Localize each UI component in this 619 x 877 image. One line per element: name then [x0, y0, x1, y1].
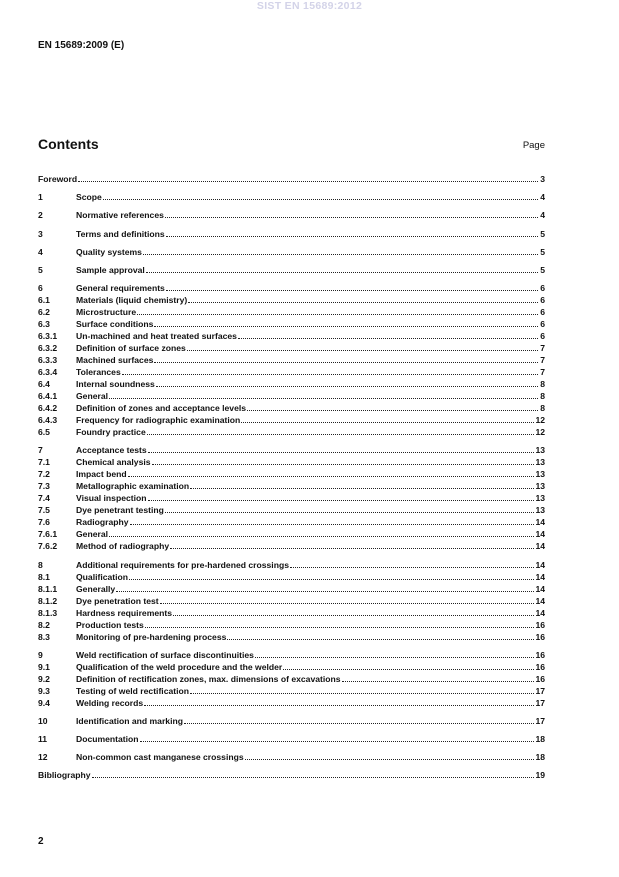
toc-entry-page: 7 [540, 343, 545, 354]
toc-entry-title: Normative references [76, 210, 164, 221]
toc-entry[interactable] [38, 228, 545, 240]
toc-entry-number: 7.3 [38, 481, 50, 492]
toc-entry[interactable] [38, 715, 545, 727]
toc-entry-page: 12 [535, 427, 545, 438]
toc-entry-number: 8 [38, 559, 43, 570]
toc-entry-page: 5 [540, 228, 545, 239]
toc-entry[interactable] [38, 697, 545, 709]
toc-entry-title: Quality systems [76, 246, 142, 257]
toc-dot-leader [166, 224, 538, 237]
toc-entry-page: 16 [535, 673, 545, 684]
toc-entry[interactable] [38, 264, 545, 276]
toc-entry-page: 16 [535, 631, 545, 642]
toc-entry-page: 17 [535, 715, 545, 726]
toc-entry-title: Terms and definitions [76, 228, 165, 239]
toc-entry-page: 18 [535, 752, 545, 763]
toc-entry-page: 6 [540, 319, 545, 330]
toc-entry-number: 5 [38, 264, 43, 275]
toc-entry-title: Impact bend [76, 469, 127, 480]
toc-entry-title: Method of radiography [76, 541, 170, 552]
toc-entry-number: 6.5 [38, 427, 50, 438]
toc-entry-title: Scope [76, 192, 102, 203]
toc-entry-page: 6 [540, 307, 545, 318]
table-of-contents [38, 173, 545, 781]
toc-entry-page: 3 [540, 174, 545, 184]
toc-entry-page: 17 [535, 697, 545, 708]
toc-entry-number: 6.4.3 [38, 415, 58, 426]
toc-entry-number: 6.3.1 [38, 331, 58, 342]
toc-entry-number: 2 [38, 210, 43, 221]
toc-entry-page: 13 [535, 457, 545, 468]
toc-entry[interactable] [38, 246, 545, 258]
toc-entry-page: 5 [540, 264, 545, 275]
watermark: SIST EN 15689:2012 [256, 0, 363, 12]
toc-entry-page: 13 [535, 469, 545, 480]
toc-entry-number: 6.1 [38, 295, 50, 306]
toc-dot-leader [144, 693, 534, 706]
toc-entry-title: Qualification [76, 571, 129, 582]
toc-entry-page: 14 [535, 529, 545, 540]
toc-entry-number: 8.1.1 [38, 583, 58, 594]
toc-entry-number: 9.1 [38, 661, 50, 672]
toc-entry-number: 7.4 [38, 493, 50, 504]
toc-entry-title: Tolerances [76, 367, 121, 378]
toc-entry-number: 7.1 [38, 457, 50, 468]
toc-entry-page: 8 [540, 379, 545, 390]
toc-entry-title: Definition of surface zones [76, 343, 186, 354]
toc-entry-page: 14 [535, 595, 545, 606]
toc-entry-page: 16 [535, 661, 545, 672]
toc-entry-number: 9.3 [38, 685, 50, 696]
toc-entry-title: Testing of weld rectification [76, 685, 190, 696]
toc-entry-page: 5 [540, 246, 545, 257]
page-number: 2 [38, 836, 44, 847]
toc-entry-title: Chemical analysis [76, 457, 151, 468]
toc-entry-number: 7.6.1 [38, 529, 58, 540]
toc-entry-page: 12 [535, 415, 545, 426]
toc-entry-number: 8.1.2 [38, 595, 58, 606]
toc-entry-page: 6 [540, 331, 545, 342]
toc-entry-page: 7 [540, 355, 545, 366]
toc-entry-title: Materials (liquid chemistry) [76, 295, 188, 306]
toc-entry-title: Radiography [76, 517, 129, 528]
toc-entry-title: Production tests [76, 619, 144, 630]
toc-dot-leader [92, 765, 535, 778]
toc-dot-leader [170, 536, 534, 549]
toc-entry-title: General requirements [76, 283, 165, 294]
toc-entry-number: 6.3 [38, 319, 50, 330]
toc-entry-number: 8.2 [38, 619, 50, 630]
toc-entry-title: Metallographic examination [76, 481, 190, 492]
toc-entry-title: Non-common cast manganese crossings [76, 752, 244, 763]
toc-entry-number: 1 [38, 192, 43, 203]
toc-entry-number: 6.3.3 [38, 355, 58, 366]
toc-entry-number: 6.4.1 [38, 391, 58, 402]
toc-entry-title: Additional requirements for pre-hardened crossings [76, 559, 289, 570]
document-id: EN 15689:2009 (E) [38, 40, 125, 51]
toc-entry-page: 14 [535, 541, 545, 552]
toc-dot-leader [146, 260, 538, 273]
toc-entry-page: 8 [540, 403, 545, 414]
toc-entry-number: 6.2 [38, 307, 50, 318]
toc-dot-leader [165, 205, 538, 218]
toc-entry-title: Frequency for radiographic examination [76, 415, 241, 426]
toc-entry-page: 14 [535, 517, 545, 528]
toc-dot-leader [143, 242, 538, 255]
toc-dot-leader [184, 711, 534, 724]
toc-entry-page: 14 [535, 583, 545, 594]
toc-entry[interactable] [38, 751, 545, 763]
toc-entry-number: 6.4 [38, 379, 50, 390]
toc-entry-page: 8 [540, 391, 545, 402]
toc-entry-title: Identification and marking [76, 715, 183, 726]
toc-entry-page: 13 [535, 481, 545, 492]
toc-entry-page: 18 [535, 734, 545, 745]
toc-entry[interactable] [38, 769, 545, 781]
toc-entry-title: Visual inspection [76, 493, 147, 504]
toc-entry-number: 7 [38, 445, 43, 456]
toc-entry-title: Welding records [76, 697, 144, 708]
toc-entry[interactable] [38, 631, 545, 643]
toc-entry-page: 6 [540, 295, 545, 306]
toc-entry-title: General [76, 529, 109, 540]
contents-title: Contents [38, 136, 99, 152]
toc-entry[interactable] [38, 191, 545, 203]
toc-entry-number: 7.6.2 [38, 541, 58, 552]
toc-entry-number: 8.3 [38, 631, 50, 642]
toc-entry-title: Dye penetrant testing [76, 505, 164, 516]
toc-entry[interactable] [38, 426, 545, 438]
toc-entry-page: 16 [535, 619, 545, 630]
toc-entry-page: 13 [535, 505, 545, 516]
toc-entry-page: 14 [535, 571, 545, 582]
toc-entry[interactable] [38, 173, 545, 185]
toc-entry-page: 14 [535, 559, 545, 570]
toc-entry-page: 4 [540, 192, 545, 203]
toc-entry-title: Un-machined and heat treated surfaces [76, 331, 237, 342]
page-column-label: Page [522, 140, 545, 151]
toc-entry[interactable] [38, 540, 545, 552]
toc-dot-leader [245, 747, 535, 760]
toc-entry-title: Weld rectification of surface discontinuities [76, 649, 254, 660]
toc-entry-number: 7.6 [38, 517, 50, 528]
toc-dot-leader [140, 729, 535, 742]
toc-entry-number: 9.2 [38, 673, 50, 684]
toc-entry-page: 19 [535, 770, 545, 781]
toc-entry-number: 6.3.2 [38, 343, 58, 354]
toc-entry-page: 13 [535, 445, 545, 456]
toc-entry-title: Definition of zones and acceptance levels [76, 403, 247, 414]
toc-entry-page: 7 [540, 367, 545, 378]
toc-entry-page: 6 [540, 283, 545, 294]
toc-entry-title: Documentation [76, 734, 139, 745]
toc-entry-title: Acceptance tests [76, 445, 147, 456]
toc-entry-page: 16 [535, 649, 545, 660]
toc-entry[interactable] [38, 733, 545, 745]
toc-entry-title: Generally [76, 583, 116, 594]
toc-entry-title: Hardness requirements [76, 607, 172, 618]
toc-dot-leader [78, 169, 538, 182]
toc-entry-number: 11 [38, 734, 48, 745]
toc-entry-title: Foreword [38, 174, 78, 184]
toc-entry-number: 9 [38, 649, 43, 660]
toc-dot-leader [227, 627, 534, 640]
toc-dot-leader [147, 422, 535, 435]
toc-entry-page: 13 [535, 493, 545, 504]
toc-entry-title: Monitoring of pre-hardening process [76, 631, 227, 642]
toc-entry-page: 4 [540, 210, 545, 221]
toc-entry-number: 8.1.3 [38, 607, 58, 618]
toc-entry-title: Machined surfaces [76, 355, 154, 366]
toc-entry-title: Internal soundness [76, 379, 155, 390]
toc-entry-number: 6.4.2 [38, 403, 58, 414]
toc-entry-title: Bibliography [38, 770, 91, 781]
toc-entry-title: General [76, 391, 109, 402]
toc-entry-title: Sample approval [76, 264, 145, 275]
toc-entry-number: 12 [38, 752, 48, 763]
toc-entry-title: Microstructure [76, 307, 137, 318]
toc-entry-page: 17 [535, 685, 545, 696]
toc-entry-number: 4 [38, 246, 43, 257]
toc-entry-title: Qualification of the weld procedure and the welder [76, 661, 283, 672]
toc-entry-number: 8.1 [38, 571, 50, 582]
toc-entry[interactable] [38, 209, 545, 221]
toc-entry-title: Dye penetration test [76, 595, 159, 606]
toc-entry-page: 14 [535, 607, 545, 618]
toc-entry-number: 3 [38, 228, 43, 239]
toc-entry-number: 7.2 [38, 469, 50, 480]
toc-entry-title: Foundry practice [76, 427, 146, 438]
toc-entry-number: 6 [38, 283, 43, 294]
toc-entry-number: 9.4 [38, 697, 50, 708]
toc-entry-number: 6.3.4 [38, 367, 58, 378]
toc-entry-number: 10 [38, 715, 48, 726]
toc-dot-leader [103, 187, 538, 200]
toc-entry-number: 7.5 [38, 505, 50, 516]
toc-entry-title: Definition of rectification zones, max. dimensions of excavations [76, 673, 341, 684]
toc-entry-title: Surface conditions [76, 319, 154, 330]
